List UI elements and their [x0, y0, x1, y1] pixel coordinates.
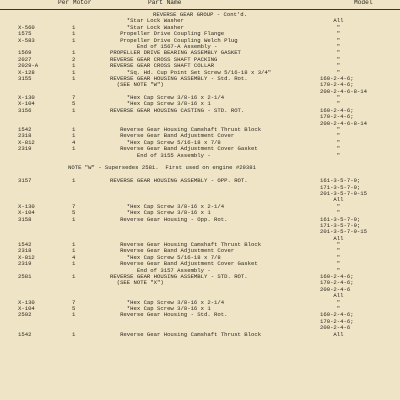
- part-name: *Hex Cap Screw 3/8-16 x 2-1/4: [110, 94, 225, 102]
- part-name: REVERSE GEAR HOUSING CASTING - STD. ROT.: [110, 106, 245, 114]
- model-applicability: ": [320, 42, 341, 50]
- quantity: 1: [72, 330, 76, 338]
- quantity: 1: [72, 241, 76, 249]
- part-name: REVERSE GEAR HOUSING ASSEMBLY - OPP. ROT.: [110, 177, 248, 185]
- part-name: Reverse Gear Band Adjustment Cover: [110, 247, 235, 255]
- model-heading: Model: [354, 0, 373, 6]
- model-applicability: ": [320, 68, 341, 76]
- part-number: 1542: [18, 330, 32, 338]
- part-number: X-812: [18, 138, 35, 146]
- quantity: 1: [72, 68, 76, 76]
- part-number: X-130: [18, 298, 35, 306]
- quantity: 4: [72, 138, 76, 146]
- quantity: 4: [72, 253, 76, 261]
- model-applicability: 170-2-4-6;: [320, 279, 354, 287]
- quantity: 2: [72, 55, 76, 63]
- model-applicability: ": [320, 49, 341, 57]
- part-number: 2318: [18, 247, 32, 255]
- part-number: X-104: [18, 209, 35, 217]
- part-name: REVERSE GEAR HOUSING ASSEMBLY - Std. Rot.: [110, 74, 248, 82]
- part-name: Reverse Gear Housing - Std. Rot.: [110, 311, 228, 319]
- quantity: 1: [72, 215, 76, 223]
- part-number: 3157: [18, 177, 32, 185]
- part-name: REVERSE GEAR CROSS SHAFT COLLAR: [110, 62, 215, 70]
- note-text: NOTE "W" - Supersedes 2581. First used on engine #29381: [68, 164, 256, 172]
- model-applicability: ": [320, 253, 341, 261]
- part-name: Reverse Gear Housing Camshaft Thrust Block: [110, 330, 262, 338]
- model-applicability: All: [320, 330, 344, 338]
- part-name: (SEE NOTE "W"): [110, 81, 164, 89]
- model-applicability: ": [320, 100, 341, 108]
- part-name: *Hex Cap Screw 5/16-18 x 7/8: [110, 253, 221, 261]
- part-number: 3156: [18, 106, 32, 114]
- model-applicability: 171-3-5-7-9;: [320, 183, 361, 191]
- part-name: Reverse Gear Housing Camshaft Thrust Block: [110, 241, 262, 249]
- quantity: 1: [72, 106, 76, 114]
- model-applicability: 201-3-5-7-9-15: [320, 228, 367, 236]
- part-number: 2318: [18, 132, 32, 140]
- part-number: X-128: [18, 68, 35, 76]
- model-applicability: ": [320, 132, 341, 140]
- quantity: 1: [72, 23, 76, 31]
- part-number: X-130: [18, 94, 35, 102]
- model-applicability: 161-3-5-7-9;: [320, 177, 361, 185]
- model-applicability: ": [320, 94, 341, 102]
- part-name: *Sq. Hd. Cup Point Set Screw 5/16-18 x 3/4": [110, 68, 272, 76]
- part-number: 2027: [18, 55, 32, 63]
- quantity: 1: [72, 260, 76, 268]
- model-applicability: ": [320, 62, 341, 70]
- part-name: *Hex Cap Screw 5/16-18 x 7/8: [110, 138, 221, 146]
- model-applicability: ": [320, 151, 341, 159]
- part-number: 3155: [18, 74, 32, 82]
- quantity: 1: [72, 74, 76, 82]
- part-name: End of 3157 Assembly -: [110, 266, 211, 274]
- model-applicability: 171-3-5-7-9;: [320, 221, 361, 229]
- part-name: End of 1567-A Assembly -: [110, 42, 218, 50]
- quantity: 1: [72, 273, 76, 281]
- model-applicability: ": [320, 241, 341, 249]
- model-applicability: ": [320, 145, 341, 153]
- quantity: 5: [72, 209, 76, 217]
- model-applicability: All: [320, 196, 344, 204]
- part-name-heading: Part Name: [148, 0, 182, 6]
- model-applicability: ": [320, 30, 341, 38]
- model-applicability: ": [320, 126, 341, 134]
- model-applicability: 200-2-4-6-8-14: [320, 119, 367, 127]
- part-number: 1542: [18, 126, 32, 134]
- part-number: 2319: [18, 260, 32, 268]
- model-applicability: ": [320, 266, 341, 274]
- quantity: 5: [72, 100, 76, 108]
- part-name: *Star Lock Washer: [110, 17, 184, 25]
- model-applicability: ": [320, 36, 341, 44]
- quantity: 7: [72, 94, 76, 102]
- quantity: 1: [72, 30, 76, 38]
- part-number: X-812: [18, 253, 35, 261]
- part-name: *Hex Cap Screw 3/8-16 x 2-1/4: [110, 298, 225, 306]
- model-applicability: ": [320, 55, 341, 63]
- model-applicability: All: [320, 292, 344, 300]
- part-number: X-130: [18, 202, 35, 210]
- part-number: 2029-A: [18, 62, 39, 70]
- part-name: Reverse Gear Housing - Opp. Rot.: [110, 215, 228, 223]
- part-name: Reverse Gear Housing Camshaft Thrust Block: [110, 126, 262, 134]
- model-applicability: ": [320, 202, 341, 210]
- model-applicability: 160-2-4-6;: [320, 106, 354, 114]
- model-applicability: All: [320, 234, 344, 242]
- model-applicability: ": [320, 23, 341, 31]
- quantity: 1: [72, 247, 76, 255]
- quantity: 1: [72, 177, 76, 185]
- part-number: 2581: [18, 273, 32, 281]
- part-number: 3158: [18, 215, 32, 223]
- part-number: 1542: [18, 241, 32, 249]
- part-name: End of 3155 Assembly -: [110, 151, 211, 159]
- part-name: REVERSE GEAR CROSS SHAFT PACKING: [110, 55, 218, 63]
- column-header: [0, 0, 400, 10]
- model-applicability: 161-3-5-7-9;: [320, 215, 361, 223]
- model-applicability: ": [320, 298, 341, 306]
- part-name: PROPELLER DRIVE BEARING ASSEMBLY GASKET: [110, 49, 241, 57]
- part-name: Reverse Gear Band Adjustment Cover Gasket: [110, 145, 258, 153]
- part-number: 2319: [18, 145, 32, 153]
- parts-table: [0, 12, 400, 338]
- model-applicability: 170-2-4-6;: [320, 317, 354, 325]
- model-applicability: All: [320, 17, 344, 25]
- section-heading: REVERSE GEAR GROUP - Cont'd.: [153, 11, 247, 18]
- part-name: Propeller Drive Coupling Flange: [110, 30, 225, 38]
- part-number: 1575: [18, 30, 32, 38]
- part-number: 1569: [18, 49, 32, 57]
- part-name: Propeller Drive Coupling Welch Plug: [110, 36, 238, 44]
- quantity: 5: [72, 304, 76, 312]
- model-applicability: 200-2-4-6: [320, 324, 351, 332]
- model-applicability: 160-2-4-6;: [320, 74, 354, 82]
- model-applicability: 200-2-4-6-8-14: [320, 87, 367, 95]
- part-name: *Star Lock Washer: [110, 23, 184, 31]
- part-name: *Hex Cap Screw 3/8-16 x 1: [110, 209, 211, 217]
- per-motor-heading: Per Motor: [58, 0, 92, 6]
- quantity: 1: [72, 311, 76, 319]
- part-name: Reverse Gear Band Adjustment Cover Gasket: [110, 260, 258, 268]
- model-applicability: ": [320, 260, 341, 268]
- part-number: X-104: [18, 304, 35, 312]
- part-number: X-104: [18, 100, 35, 108]
- quantity: 7: [72, 298, 76, 306]
- part-number: 2502: [18, 311, 32, 319]
- quantity: 1: [72, 62, 76, 70]
- part-number: X-583: [18, 36, 35, 44]
- model-applicability: ": [320, 247, 341, 255]
- quantity: 1: [72, 126, 76, 134]
- model-applicability: 200-2-4-6: [320, 285, 351, 293]
- model-applicability: 201-3-5-7-9-15: [320, 189, 367, 197]
- quantity: 1: [72, 49, 76, 57]
- quantity: 1: [72, 36, 76, 44]
- part-name: (SEE NOTE "X"): [110, 279, 164, 287]
- model-applicability: 170-2-4-6;: [320, 113, 354, 121]
- quantity: 1: [72, 132, 76, 140]
- quantity: 1: [72, 145, 76, 153]
- table-row: [0, 332, 400, 338]
- part-name: *Hex Cap Screw 3/8-16 x 1: [110, 304, 211, 312]
- part-name: *Hex Cap Screw 3/8-16 x 1: [110, 100, 211, 108]
- part-name: REVERSE GEAR HOUSING ASSEMBLY - STD. ROT.: [110, 273, 248, 281]
- model-applicability: 160-2-4-6;: [320, 273, 354, 281]
- part-number: X-560: [18, 23, 35, 31]
- model-applicability: ": [320, 138, 341, 146]
- model-applicability: 170-2-4-6;: [320, 81, 354, 89]
- part-name: Reverse Gear Band Adjustment Cover: [110, 132, 235, 140]
- quantity: 7: [72, 202, 76, 210]
- model-applicability: ": [320, 209, 341, 217]
- model-applicability: ": [320, 304, 341, 312]
- part-name: *Hex Cap Screw 3/8-16 x 2-1/4: [110, 202, 225, 210]
- model-applicability: 160-2-4-6;: [320, 311, 354, 319]
